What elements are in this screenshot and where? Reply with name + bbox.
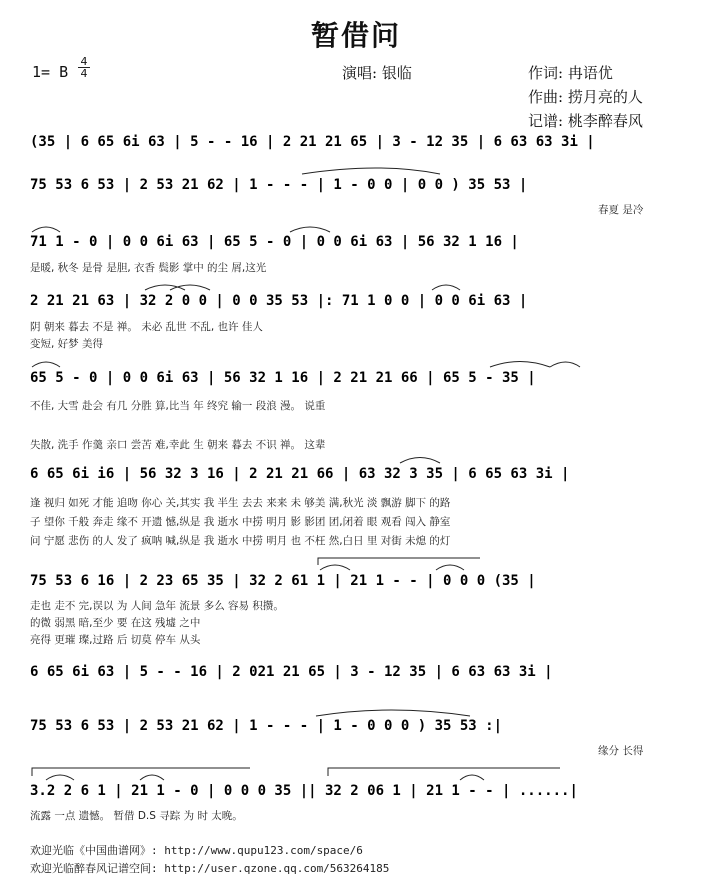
- tie-mark: [302, 168, 440, 174]
- score-row-5: 65 5 - 0 | 0 0 6i 63 | 56 32 1 16 | 2 21 21 66 | 65 5 - 35 |: [30, 370, 536, 386]
- footer-link-qupu: 欢迎光临《中国曲谱网》: http://www.qupu123.com/space/6: [30, 844, 363, 857]
- slur-mark: [32, 227, 60, 232]
- singer-credit: 演唱: 银临: [342, 64, 412, 82]
- slur-mark: [32, 362, 60, 367]
- key-signature: 1= B: [32, 63, 69, 81]
- volta-bracket: [328, 768, 560, 776]
- slur-mark: [400, 458, 440, 464]
- lyricist-credit: 作词: 冉语优: [528, 64, 613, 82]
- lyric-row-4-2: 变短, 好梦 美得: [30, 338, 104, 350]
- lyric-row-5-1: 不佳, 大雪 赴会 有几 分胜 算,比当 年 终究 输一 段浪 漫。 说重: [30, 400, 326, 412]
- slur-mark: [145, 285, 185, 290]
- lyric-row-9-1: 缘分 长得: [598, 745, 644, 757]
- score-row-6: 6 65 6i i6 | 56 32 3 16 | 2 21 21 66 | 63 32 3 35 | 6 65 63 3i |: [30, 466, 570, 482]
- slur-mark: [170, 285, 210, 290]
- lyric-row-4-1: 阴 朝来 暮去 不是 禅。 未必 乱世 不乱, 也许 佳人: [30, 321, 263, 333]
- score-row-4: 2 21 21 63 | 32 2 0 0 | 0 0 35 53 |: 71 1 0 0 | 0 0 6i 63 |: [30, 293, 528, 309]
- score-row-1: (35 | 6 65 6i 63 | 5 - - 16 | 2 21 21 65 | 3 - 12 35 | 6 63 63 3i |: [30, 134, 595, 150]
- meter-top: 4: [78, 56, 90, 68]
- slur-mark: [490, 362, 550, 368]
- score-row-7: 75 53 6 16 | 2 23 65 35 | 32 2 61 1 | 21 1 - - | 0 0 0 (35 |: [30, 573, 536, 589]
- score-row-9: 75 53 6 53 | 2 53 21 62 | 1 - - - | 1 - 0 0 0 ) 35 53 :|: [30, 718, 503, 734]
- volta-bracket: [32, 768, 250, 776]
- footer-link-qzone: 欢迎光临醉春风记谱空间: http://user.qzone.qq.com/563264185: [30, 862, 390, 875]
- lyric-row-10-1: 流露 一点 遗憾。 暂借 D.S 寻踪 为 时 太晚。: [30, 810, 243, 822]
- lyric-row-3-1: 是暖, 秋冬 是骨 是胆, 衣香 鬓影 掌中 的尘 屑,这光: [30, 262, 267, 274]
- lyric-row-7-2: 的微 弱黑 暗,至少 要 在这 残墟 之中: [30, 617, 201, 629]
- composer-credit: 作曲: 捞月亮的人: [528, 88, 643, 106]
- score-row-3: 71 1 - 0 | 0 0 6i 63 | 65 5 - 0 | 0 0 6i 63 | 56 32 1 16 |: [30, 234, 519, 250]
- slur-mark: [320, 565, 350, 570]
- lyric-row-5-2: 失散, 洗手 作羹 亲口 尝苦 难,幸此 生 朝来 暮去 不识 禅。 这辈: [30, 439, 326, 451]
- lyric-row-7-1: 走也 走不 完,误以 为 人间 急年 流景 多么 容易 积攒。: [30, 600, 284, 612]
- lyric-row-6-3: 问 宁愿 悲伤 的人 发了 疯呐 喊,纵是 我 逝水 中捞 明月 也 不枉 然,白日 里 对街 未熄 的灯: [30, 535, 451, 547]
- slur-mark: [460, 775, 484, 780]
- lyric-row-2-1: 春夏 是冷: [598, 204, 644, 216]
- lyric-row-7-3: 亮得 更璀 璨,过路 后 切莫 停车 从头: [30, 634, 201, 646]
- meter-bottom: 4: [80, 67, 88, 80]
- score-row-8: 6 65 6i 63 | 5 - - 16 | 2 021 21 65 | 3 - 12 35 | 6 63 63 3i |: [30, 664, 553, 680]
- slur-mark: [290, 227, 330, 232]
- slur-mark: [140, 775, 164, 780]
- volta-bracket: [318, 558, 480, 565]
- slur-mark: [46, 775, 74, 780]
- slur-mark: [436, 565, 464, 570]
- slur-mark: [550, 362, 580, 367]
- score-row-10: 3.2 2 6 1 | 21 1 - 0 | 0 0 0 35 || 32 2 06 1 | 21 1 - - | ......|: [30, 783, 578, 799]
- tie-mark: [316, 710, 470, 716]
- score-row-2: 75 53 6 53 | 2 53 21 62 | 1 - - - | 1 - 0 0 | 0 0 ) 35 53 |: [30, 177, 528, 193]
- slur-mark: [432, 285, 460, 290]
- lyric-row-6-1: 逢 视归 如死 才能 追吻 你心 关,其实 我 半生 去去 来来 未 够美 满,秋光 淡 飘游 脚下 的路: [30, 497, 451, 509]
- song-title: 暂借问: [310, 19, 401, 52]
- lyric-row-6-2: 子 望你 千般 奔走 缘不 开遗 憾,纵是 我 逝水 中捞 明月 影 影团 团,闭着 眼 观看 闯入 静室: [30, 516, 451, 528]
- transcriber-credit: 记谱: 桃李醉春风: [528, 112, 643, 130]
